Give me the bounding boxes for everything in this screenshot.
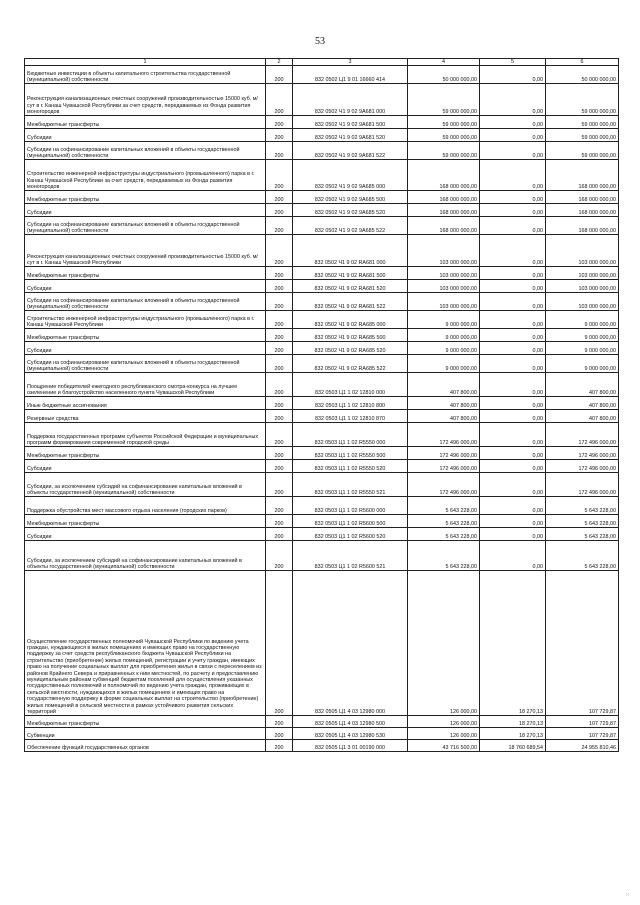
scan-mark: ⁙ <box>624 892 630 899</box>
table-row <box>25 541 619 571</box>
table-row <box>25 397 619 410</box>
row-kbk: 832 0503 Ц1 1 02 R5550 500 <box>293 447 408 460</box>
row-kbk: 832 0502 Ч1 9 02 RA685 522 <box>293 355 408 373</box>
table-row <box>25 160 619 191</box>
row-name: Реконструкция канализационных очистных сооружений производительностью 15000 куб. м/сут в г. Канаш Чувашской Республики за счет средств, передаваемых из Фонда развития моногородов <box>25 84 266 116</box>
row-exec: 0,00 <box>480 142 546 160</box>
table-row <box>25 460 619 473</box>
row-name: Субсидии на софинансирование капитальных вложений в объекты государственной (муниципальной) собственности <box>25 142 266 160</box>
row-exec: 0,00 <box>480 373 546 397</box>
row-exec: 0,00 <box>480 191 546 204</box>
row-plan: 168 000 000,00 <box>408 160 480 191</box>
row-rest: 9 000 000,00 <box>546 329 619 342</box>
row-rest: 407 800,00 <box>546 397 619 410</box>
table-row <box>25 84 619 116</box>
row-kbk: 832 0502 Ч1 9 02 RA681 500 <box>293 267 408 280</box>
row-name: Субсидии, за исключением субсидий на софинансирование капитальных вложений в объекты государственной (муниципальной) собственности <box>25 541 266 571</box>
row-plan: 407 800,00 <box>408 373 480 397</box>
row-kbk: 832 0502 Ч1 9 02 RA685 520 <box>293 342 408 355</box>
row-rest: 24 955 810,46 <box>546 740 619 752</box>
row-kbk: 832 0503 Ц1 1 02 R5550 000 <box>293 423 408 447</box>
table-row <box>25 740 619 752</box>
row-kbk: 832 0503 Ц1 1 02 R5600 520 <box>293 528 408 541</box>
table-row <box>25 329 619 342</box>
table-row <box>25 515 619 528</box>
column-header: 6 <box>546 59 619 66</box>
row-code: 200 <box>266 497 293 515</box>
table-row <box>25 473 619 497</box>
row-rest: 407 800,00 <box>546 373 619 397</box>
column-header: 3 <box>293 59 408 66</box>
row-kbk: 832 0505 Ц1 4 03 12980 530 <box>293 728 408 740</box>
row-name: Межбюджетные трансферты <box>25 267 266 280</box>
row-exec: 0,00 <box>480 235 546 267</box>
row-name: Межбюджетные трансферты <box>25 191 266 204</box>
row-exec: 0,00 <box>480 397 546 410</box>
row-name: Субсидии <box>25 129 266 142</box>
row-kbk: 832 0503 Ц1 1 02 R5550 521 <box>293 473 408 497</box>
row-rest: 5 643 228,00 <box>546 497 619 515</box>
row-code: 200 <box>266 528 293 541</box>
table-header-row <box>25 59 619 66</box>
row-name: Межбюджетные трансферты <box>25 447 266 460</box>
row-code: 200 <box>266 423 293 447</box>
row-plan: 168 000 000,00 <box>408 204 480 217</box>
row-rest: 168 000 000,00 <box>546 160 619 191</box>
row-kbk: 832 0505 Ц1 4 03 12980 500 <box>293 716 408 728</box>
row-exec: 0,00 <box>480 267 546 280</box>
row-exec: 18 270,13 <box>480 571 546 716</box>
row-kbk: 832 0502 Ч1 9 02 RA685 000 <box>293 311 408 329</box>
row-kbk: 832 0503 Ц1 1 02 12810 870 <box>293 410 408 423</box>
row-code: 200 <box>266 571 293 716</box>
row-plan: 59 000 000,00 <box>408 116 480 129</box>
row-code: 200 <box>266 293 293 311</box>
row-plan: 5 643 228,00 <box>408 497 480 515</box>
row-name: Субсидии <box>25 280 266 293</box>
row-rest: 50 000 000,00 <box>546 66 619 84</box>
table-row <box>25 129 619 142</box>
column-header: 4 <box>408 59 480 66</box>
row-exec: 0,00 <box>480 311 546 329</box>
row-rest: 172 496 000,00 <box>546 423 619 447</box>
row-kbk: 832 0503 Ц1 1 02 R5600 500 <box>293 515 408 528</box>
budget-table <box>24 58 619 752</box>
row-exec: 0,00 <box>480 160 546 191</box>
table-row <box>25 116 619 129</box>
row-exec: 0,00 <box>480 84 546 116</box>
table-row <box>25 142 619 160</box>
row-code: 200 <box>266 740 293 752</box>
row-exec: 0,00 <box>480 116 546 129</box>
row-code: 200 <box>266 217 293 235</box>
table-row <box>25 355 619 373</box>
table-row <box>25 191 619 204</box>
row-name: Строительство инженерной инфраструктуры индустриального (промышленного) парка в г. Канаш Чувашской Республики за счет средств, передаваемых из Фонда развития моногородов <box>25 160 266 191</box>
row-kbk: 832 0505 Ц1 4 03 12980 000 <box>293 571 408 716</box>
row-name: Реконструкция канализационных очистных сооружений производительностью 15000 куб. м/сут в г. Канаш Чувашской Республики <box>25 235 266 267</box>
row-plan: 168 000 000,00 <box>408 217 480 235</box>
row-plan: 407 800,00 <box>408 410 480 423</box>
row-rest: 103 000 000,00 <box>546 293 619 311</box>
row-plan: 126 000,00 <box>408 571 480 716</box>
row-exec: 0,00 <box>480 473 546 497</box>
table-row <box>25 410 619 423</box>
row-plan: 172 496 000,00 <box>408 423 480 447</box>
row-rest: 9 000 000,00 <box>546 311 619 329</box>
row-plan: 59 000 000,00 <box>408 84 480 116</box>
row-kbk: 832 0502 Ч1 9 02 RA681 520 <box>293 280 408 293</box>
row-code: 200 <box>266 447 293 460</box>
row-exec: 0,00 <box>480 460 546 473</box>
row-name: Межбюджетные трансферты <box>25 515 266 528</box>
table-row <box>25 267 619 280</box>
row-kbk: 832 0502 Ч1 9 02 9А681 000 <box>293 84 408 116</box>
row-kbk: 832 0503 Ц1 1 02 R5550 520 <box>293 460 408 473</box>
row-code: 200 <box>266 66 293 84</box>
row-name: Субсидии, за исключением субсидий на софинансирование капитальных вложений в объекты государственной (муниципальной) собственности <box>25 473 266 497</box>
row-name: Субсидии на софинансирование капитальных вложений в объекты государственной (муниципальной) собственности <box>25 355 266 373</box>
row-rest: 172 496 000,00 <box>546 447 619 460</box>
row-rest: 103 000 000,00 <box>546 267 619 280</box>
row-rest: 107 729,87 <box>546 716 619 728</box>
row-name: Поддержка обустройства мест массового отдыха населения (городских парков) <box>25 497 266 515</box>
row-exec: 0,00 <box>480 293 546 311</box>
row-exec: 0,00 <box>480 528 546 541</box>
table-row <box>25 342 619 355</box>
table-row <box>25 204 619 217</box>
row-plan: 407 800,00 <box>408 397 480 410</box>
row-plan: 9 000 000,00 <box>408 355 480 373</box>
row-rest: 5 643 228,00 <box>546 515 619 528</box>
row-code: 200 <box>266 84 293 116</box>
table-row <box>25 280 619 293</box>
row-exec: 0,00 <box>480 66 546 84</box>
row-name: Межбюджетные трансферты <box>25 329 266 342</box>
row-exec: 0,00 <box>480 217 546 235</box>
row-plan: 9 000 000,00 <box>408 311 480 329</box>
row-exec: 0,00 <box>480 342 546 355</box>
table-row <box>25 728 619 740</box>
row-rest: 103 000 000,00 <box>546 280 619 293</box>
row-name: Субсидии на софинансирование капитальных вложений в объекты государственной (муниципальной) собственности <box>25 293 266 311</box>
row-plan: 126 000,00 <box>408 716 480 728</box>
row-rest: 168 000 000,00 <box>546 191 619 204</box>
row-kbk: 832 0502 Ч1 9 02 9А685 500 <box>293 191 408 204</box>
row-exec: 0,00 <box>480 280 546 293</box>
row-code: 200 <box>266 716 293 728</box>
row-code: 200 <box>266 329 293 342</box>
row-code: 200 <box>266 191 293 204</box>
row-kbk: 832 0503 Ц1 1 02 R5600 521 <box>293 541 408 571</box>
row-code: 200 <box>266 373 293 397</box>
row-rest: 9 000 000,00 <box>546 355 619 373</box>
row-kbk: 832 0502 Ч1 9 02 RA681 000 <box>293 235 408 267</box>
row-name: Межбюджетные трансферты <box>25 116 266 129</box>
row-code: 200 <box>266 116 293 129</box>
row-name: Строительство инженерной инфраструктуры индустриального (промышленного) парка в г. Канаш Чувашской Республики <box>25 311 266 329</box>
row-kbk: 832 0502 Ц1 9 01 16660 414 <box>293 66 408 84</box>
row-exec: 0,00 <box>480 204 546 217</box>
row-rest: 407 800,00 <box>546 410 619 423</box>
row-rest: 168 000 000,00 <box>546 204 619 217</box>
row-kbk: 832 0502 Ч1 9 02 9А681 520 <box>293 129 408 142</box>
row-exec: 0,00 <box>480 447 546 460</box>
row-rest: 59 000 000,00 <box>546 84 619 116</box>
row-kbk: 832 0502 Ч1 9 02 9А681 500 <box>293 116 408 129</box>
row-name: Иные бюджетные ассигнования <box>25 397 266 410</box>
row-code: 200 <box>266 160 293 191</box>
table-row <box>25 716 619 728</box>
row-plan: 50 000 000,00 <box>408 66 480 84</box>
table-row <box>25 447 619 460</box>
row-plan: 43 716 500,00 <box>408 740 480 752</box>
row-plan: 9 000 000,00 <box>408 342 480 355</box>
column-header: 5 <box>480 59 546 66</box>
row-plan: 5 643 228,00 <box>408 528 480 541</box>
row-name: Субсидии <box>25 460 266 473</box>
row-plan: 59 000 000,00 <box>408 142 480 160</box>
row-name: Обеспечение функций государственных органов <box>25 740 266 752</box>
row-plan: 103 000 000,00 <box>408 293 480 311</box>
row-rest: 103 000 000,00 <box>546 235 619 267</box>
row-plan: 103 000 000,00 <box>408 267 480 280</box>
row-rest: 9 000 000,00 <box>546 342 619 355</box>
row-kbk: 832 0503 Ц1 1 02 12810 000 <box>293 373 408 397</box>
row-code: 200 <box>266 473 293 497</box>
row-name: Субсидии <box>25 204 266 217</box>
row-code: 200 <box>266 311 293 329</box>
row-code: 200 <box>266 267 293 280</box>
row-rest: 107 729,87 <box>546 571 619 716</box>
row-code: 200 <box>266 728 293 740</box>
row-exec: 0,00 <box>480 129 546 142</box>
row-plan: 172 496 000,00 <box>408 473 480 497</box>
row-plan: 172 496 000,00 <box>408 447 480 460</box>
row-name: Субвенции <box>25 728 266 740</box>
row-code: 200 <box>266 355 293 373</box>
row-name: Межбюджетные трансферты <box>25 716 266 728</box>
row-name: Осуществление государственных полномочий Чувашской Республики по ведению учета граждан, нуждающихся в жилых помещениях и имеющих право на государственную поддержку за счет средств республиканского бюджета Чувашской Республики на строительство (приобретение) жилых помещений, регистрации и учету граждан, имеющих право на получение социальных выплат для приобретения жилья в связи с переселением из районов Крайнего Севера и приравненных к ним местностей, по расчету и предоставлению муниципальным районам субвенций бюджетам поселений для осуществления указанных государственных полномочий и полномочий по ведению учета граждан, проживающих в сельской местности, нуждающихся в жилых помещениях и имеющих право на государственную поддержку в форме социальных выплат на строительство (приобретение) жилых помещений в сельской местности в рамках устойчивого развития сельских территорий <box>25 571 266 716</box>
row-kbk: 832 0502 Ч1 9 02 9А681 522 <box>293 142 408 160</box>
row-kbk: 832 0502 Ч1 9 02 RA685 500 <box>293 329 408 342</box>
row-code: 200 <box>266 460 293 473</box>
row-rest: 5 643 228,00 <box>546 528 619 541</box>
row-code: 200 <box>266 129 293 142</box>
row-code: 200 <box>266 235 293 267</box>
page-number: 53 <box>315 36 325 47</box>
row-exec: 0,00 <box>480 497 546 515</box>
row-name: Бюджетные инвестиции в объекты капитального строительства государственной (муниципальной) собственности <box>25 66 266 84</box>
row-kbk: 832 0505 Ц1 3 01 00190 000 <box>293 740 408 752</box>
table-row <box>25 497 619 515</box>
row-exec: 0,00 <box>480 410 546 423</box>
row-code: 200 <box>266 280 293 293</box>
table-row <box>25 66 619 84</box>
table-row <box>25 373 619 397</box>
row-kbk: 832 0503 Ц1 1 02 12810 800 <box>293 397 408 410</box>
table-row <box>25 423 619 447</box>
row-name: Поощрение победителей ежегодного республиканского смотра-конкурса на лучшее озеленение и благоустройство населенного пункта Чувашской Республики <box>25 373 266 397</box>
row-rest: 172 496 000,00 <box>546 473 619 497</box>
row-plan: 59 000 000,00 <box>408 129 480 142</box>
row-rest: 59 000 000,00 <box>546 142 619 160</box>
row-rest: 107 729,87 <box>546 728 619 740</box>
row-exec: 0,00 <box>480 423 546 447</box>
row-plan: 168 000 000,00 <box>408 191 480 204</box>
row-name: Резервные средства <box>25 410 266 423</box>
row-plan: 103 000 000,00 <box>408 280 480 293</box>
row-exec: 18 270,13 <box>480 716 546 728</box>
row-exec: 0,00 <box>480 515 546 528</box>
row-rest: 172 496 000,00 <box>546 460 619 473</box>
row-code: 200 <box>266 515 293 528</box>
row-exec: 0,00 <box>480 541 546 571</box>
row-rest: 59 000 000,00 <box>546 116 619 129</box>
row-rest: 5 643 228,00 <box>546 541 619 571</box>
column-header: 2 <box>266 59 293 66</box>
row-code: 200 <box>266 342 293 355</box>
column-header: 1 <box>25 59 266 66</box>
table-row <box>25 217 619 235</box>
row-name: Поддержка государственных программ субъектов Российской Федерации и муниципальных программ формирования современной городской среды <box>25 423 266 447</box>
table-row <box>25 528 619 541</box>
row-kbk: 832 0502 Ч1 9 02 9А685 000 <box>293 160 408 191</box>
row-rest: 59 000 000,00 <box>546 129 619 142</box>
row-code: 200 <box>266 142 293 160</box>
row-plan: 126 000,00 <box>408 728 480 740</box>
row-code: 200 <box>266 541 293 571</box>
row-kbk: 832 0502 Ч1 9 02 RA681 522 <box>293 293 408 311</box>
row-kbk: 832 0502 Ч1 9 02 9А685 522 <box>293 217 408 235</box>
row-name: Субсидии <box>25 342 266 355</box>
table-row <box>25 235 619 267</box>
table-row <box>25 571 619 716</box>
row-code: 200 <box>266 410 293 423</box>
row-exec: 0,00 <box>480 355 546 373</box>
row-code: 200 <box>266 397 293 410</box>
row-kbk: 832 0503 Ц1 1 02 R5600 000 <box>293 497 408 515</box>
row-name: Субсидии <box>25 528 266 541</box>
row-rest: 168 000 000,00 <box>546 217 619 235</box>
row-plan: 5 643 228,00 <box>408 541 480 571</box>
row-exec: 0,00 <box>480 329 546 342</box>
row-plan: 103 000 000,00 <box>408 235 480 267</box>
row-plan: 5 643 228,00 <box>408 515 480 528</box>
row-plan: 9 000 000,00 <box>408 329 480 342</box>
row-exec: 18 270,13 <box>480 728 546 740</box>
row-plan: 172 496 000,00 <box>408 460 480 473</box>
table-row <box>25 293 619 311</box>
row-code: 200 <box>266 204 293 217</box>
table-row <box>25 311 619 329</box>
row-exec: 18 760 689,54 <box>480 740 546 752</box>
row-kbk: 832 0502 Ч1 9 02 9А685 520 <box>293 204 408 217</box>
row-name: Субсидии на софинансирование капитальных вложений в объекты государственной (муниципальной) собственности <box>25 217 266 235</box>
